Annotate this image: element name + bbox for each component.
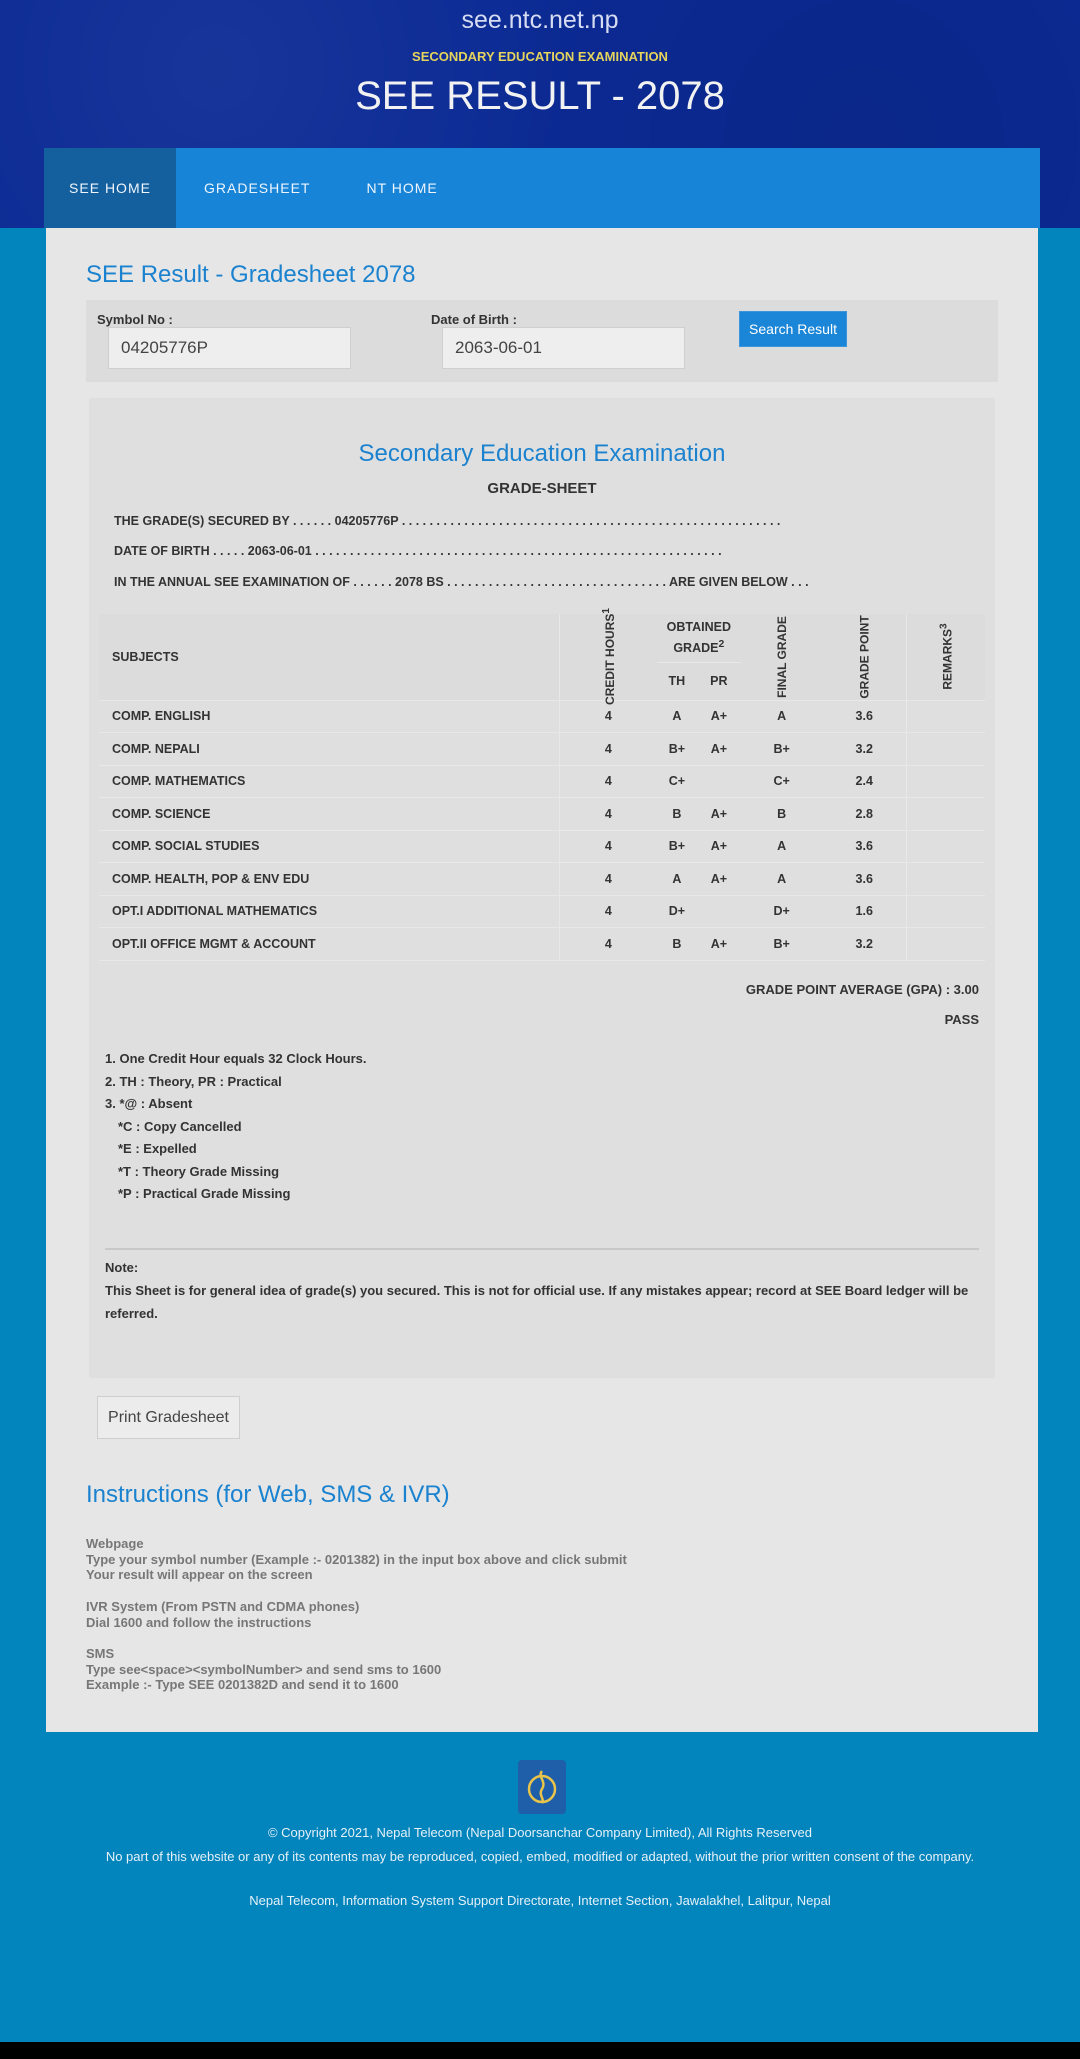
table-row (99, 895, 985, 928)
th-cell: B (657, 798, 697, 831)
credit-hours-header: CREDIT HOURS$^1$ (559, 614, 656, 700)
final-cell: D+ (741, 895, 823, 928)
th-cell: D+ (657, 895, 697, 928)
final-cell: A (741, 863, 823, 896)
th-cell: B+ (657, 830, 697, 863)
secured-by-line: THE GRADE(S) SECURED BY . . . . . . 04205776P . . . . . . . . . . . . . . . . . . . . . . . . . . . . . . . . . . . . . . . . . . . . . . . . . . . . . . . (114, 514, 781, 528)
th-header: TH (657, 662, 697, 700)
table-row (99, 733, 985, 766)
bottom-bar (0, 2042, 1080, 2059)
search-result-button[interactable]: Search Result (739, 311, 847, 347)
subject-cell: COMP. NEPALI (99, 733, 559, 766)
gradesheet-panel (89, 398, 995, 1378)
subject-cell: COMP. MATHEMATICS (99, 765, 559, 798)
note-label: Note: (105, 1260, 139, 1275)
gp-cell: 3.6 (823, 863, 907, 896)
legend-item: *T : Theory Grade Missing (118, 1163, 280, 1179)
pr-cell: A+ (697, 863, 741, 896)
credit-cell: 4 (559, 830, 656, 863)
pr-cell (697, 895, 741, 928)
web-line: Type your symbol number (Example :- 0201382) in the input box above and click submit (86, 1551, 627, 1567)
page-title: SEE RESULT - 2078 (355, 74, 725, 118)
dob-input[interactable] (442, 327, 685, 369)
footer-address: Nepal Telecom, Information System Support Directorate, Internet Section, Jawalakhel, Lalitpur, Nepal (249, 1893, 831, 1908)
pr-cell: A+ (697, 830, 741, 863)
remarks-header: REMARKS$^3$ (906, 614, 985, 700)
remarks-cell (906, 895, 985, 928)
legend-item: *E : Expelled (118, 1141, 197, 1156)
symbol-label: Symbol No : (97, 312, 173, 327)
subject-cell: COMP. HEALTH, POP & ENV EDU (99, 863, 559, 896)
instructions-sms (86, 1646, 441, 1693)
credit-cell: 4 (559, 798, 656, 831)
credit-cell: 4 (559, 733, 656, 766)
credit-cell: 4 (559, 700, 656, 733)
gp-cell: 2.4 (823, 765, 907, 798)
footer-disclaimer: No part of this website or any of its contents may be reproduced, copied, embed, modified or adapted, without the prior written consent of the company. (105, 1849, 975, 1864)
nav-gradesheet[interactable]: GRADESHEET (204, 180, 311, 196)
web-line: Your result will appear on the screen (86, 1567, 313, 1582)
legend-item: *P : Practical Grade Missing (118, 1186, 291, 1201)
instructions-web (86, 1536, 627, 1583)
table-row (99, 700, 985, 733)
legend-item: 3. *@ : Absent (105, 1096, 193, 1111)
final-cell: B (741, 798, 823, 831)
note-text: This Sheet is for general idea of grade(s) you secured. This is not for official use. If any mistakes appear; record at SEE Board ledger will be referred. (105, 1283, 969, 1321)
legend-list (105, 1048, 367, 1206)
dob-line: DATE OF BIRTH . . . . . 2063-06-01 . . . . . . . . . . . . . . . . . . . . . . . . . . . . . . . . . . . . . . . . . . . . . . . . . . . . . . . . . . . (114, 544, 722, 558)
legend-item: 1. One Credit Hour equals 32 Clock Hours. (105, 1051, 367, 1066)
remarks-cell (906, 733, 985, 766)
pr-cell (697, 765, 741, 798)
main-content (46, 228, 1038, 1732)
table-row (99, 863, 985, 896)
remarks-cell (906, 830, 985, 863)
pr-cell: A+ (697, 798, 741, 831)
gp-cell: 3.6 (823, 700, 907, 733)
print-gradesheet-button[interactable]: Print Gradesheet (97, 1396, 240, 1439)
grade-point-header: GRADE POINT (823, 614, 907, 700)
gp-cell: 3.2 (823, 928, 907, 961)
th-cell: A (657, 700, 697, 733)
gpa-value: GRADE POINT AVERAGE (GPA) : 3.00 (745, 982, 979, 997)
table-row (99, 830, 985, 863)
th-cell: C+ (657, 765, 697, 798)
gp-cell: 3.2 (823, 733, 907, 766)
remarks-cell (906, 798, 985, 831)
gp-cell: 2.8 (823, 798, 907, 831)
nav-nt-home[interactable]: NT HOME (366, 180, 438, 196)
pr-cell: A+ (697, 733, 741, 766)
credit-cell: 4 (559, 765, 656, 798)
th-cell: B (657, 928, 697, 961)
result-status: PASS (944, 1012, 979, 1027)
table-row (99, 928, 985, 961)
remarks-cell (906, 863, 985, 896)
web-title: Webpage (86, 1536, 144, 1551)
pr-cell: A+ (697, 700, 741, 733)
sms-line: Type see<space><symbolNumber> and send sms to 1600 (86, 1661, 442, 1677)
credit-cell: 4 (559, 863, 656, 896)
legend-item: 2. TH : Theory, PR : Practical (105, 1073, 282, 1089)
sms-line: Example :- Type SEE 0201382D and send it to 1600 (86, 1677, 399, 1692)
table-row (99, 765, 985, 798)
footer-copyright: © Copyright 2021, Nepal Telecom (Nepal Doorsanchar Company Limited), All Rights Reserved (267, 1825, 813, 1840)
subjects-header: SUBJECTS (99, 614, 559, 700)
site-header (0, 0, 1080, 228)
subject-cell: COMP. SCIENCE (99, 798, 559, 831)
remarks-cell (906, 928, 985, 961)
subject-cell: COMP. SOCIAL STUDIES (99, 830, 559, 863)
final-cell: A (741, 830, 823, 863)
instructions-ivr (86, 1599, 359, 1630)
nav-see-home[interactable]: SEE HOME (44, 148, 176, 228)
gp-cell: 3.6 (823, 830, 907, 863)
gradesheet-subtitle: GRADE-SHEET (487, 480, 597, 497)
obtained-grade-header: OBTAINED GRADE$^2$ (657, 614, 741, 662)
gp-cell: 1.6 (823, 895, 907, 928)
final-cell: A (741, 700, 823, 733)
sms-title: SMS (86, 1646, 115, 1661)
pr-header: PR (697, 662, 741, 700)
note-block (105, 1256, 979, 1325)
remarks-cell (906, 765, 985, 798)
ivr-line: Dial 1600 and follow the instructions (86, 1614, 312, 1630)
final-cell: C+ (741, 765, 823, 798)
subject-cell: COMP. ENGLISH (99, 700, 559, 733)
pr-cell: A+ (697, 928, 741, 961)
nepal-telecom-logo-icon (518, 1760, 566, 1814)
credit-cell: 4 (559, 895, 656, 928)
symbol-input[interactable] (108, 327, 351, 369)
subject-cell: OPT.I ADDITIONAL MATHEMATICS (99, 895, 559, 928)
remarks-cell (906, 700, 985, 733)
exam-line: IN THE ANNUAL SEE EXAMINATION OF . . . . . . 2078 BS . . . . . . . . . . . . . . . . . . . . . . . . . . . . . . . . ARE GIVEN BELOW . . . (114, 575, 809, 589)
credit-cell: 4 (559, 928, 656, 961)
table-row (99, 798, 985, 831)
exam-subtitle: SECONDARY EDUCATION EXAMINATION (412, 49, 668, 64)
final-cell: B+ (741, 733, 823, 766)
main-nav (44, 148, 1040, 228)
grades-table (99, 608, 985, 961)
site-url: see.ntc.net.np (461, 6, 619, 34)
legend-item: *C : Copy Cancelled (118, 1118, 242, 1134)
th-cell: B+ (657, 733, 697, 766)
final-cell: B+ (741, 928, 823, 961)
subject-cell: OPT.II OFFICE MGMT & ACCOUNT (99, 928, 559, 961)
search-form (86, 300, 998, 382)
ivr-title: IVR System (From PSTN and CDMA phones) (86, 1599, 360, 1614)
dob-label: Date of Birth : (431, 312, 517, 327)
final-grade-header: FINAL GRADE (741, 614, 823, 700)
gradesheet-title: Secondary Education Examination (358, 440, 726, 467)
instructions-heading: Instructions (for Web, SMS & IVR) (86, 1481, 450, 1508)
note-divider (105, 1248, 979, 1250)
search-heading: SEE Result - Gradesheet 2078 (86, 261, 416, 288)
th-cell: A (657, 863, 697, 896)
